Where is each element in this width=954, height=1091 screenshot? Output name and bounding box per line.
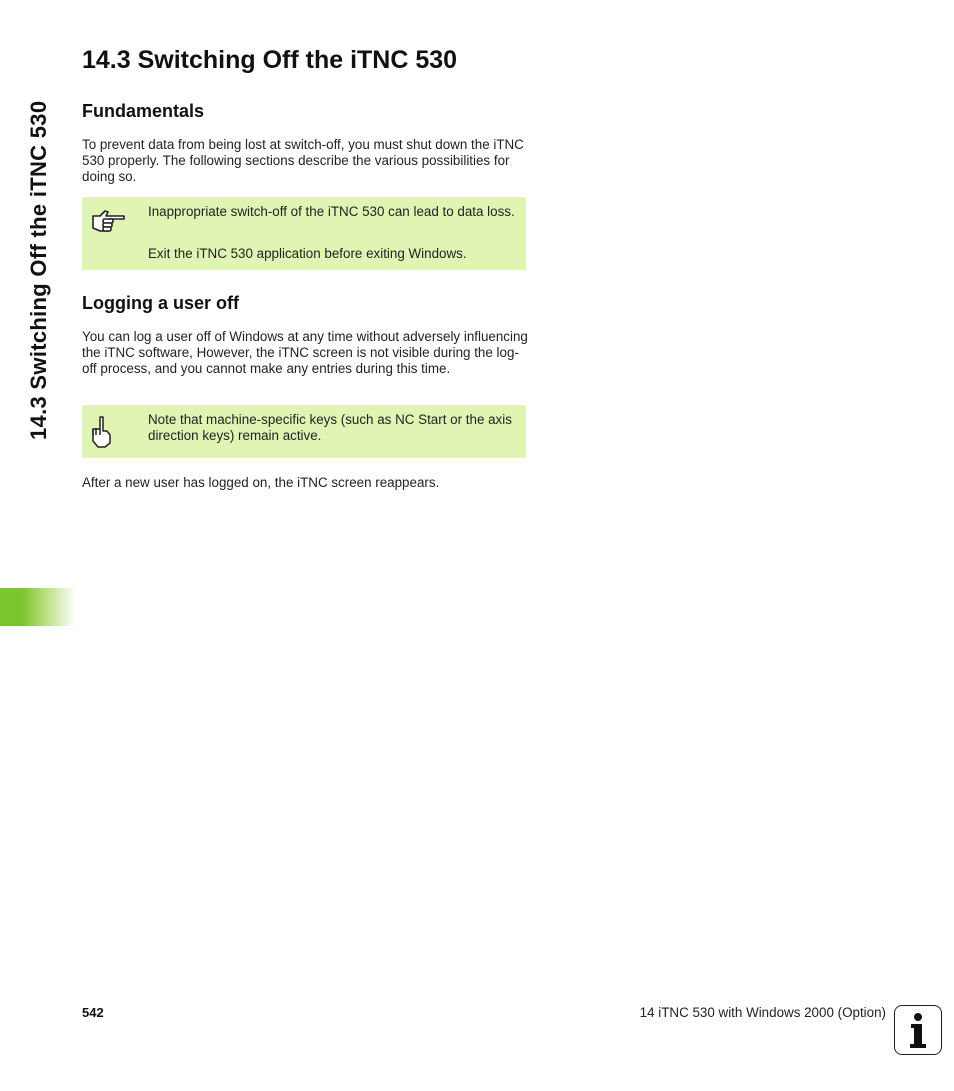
warning-note-line1: Inappropriate switch-off of the iTNC 530 can lead to data loss. [148, 204, 515, 219]
info-icon [894, 1005, 942, 1055]
fundamentals-body: To prevent data from being lost at switch-off, you must shut down the iTNC 530 properly. The following sections describe the various possibilities for doing so. [82, 137, 524, 184]
machine-note-text: Note that machine-specific keys (such as NC Start or the axis direction keys) remain active. [148, 412, 512, 443]
machine-hand-icon [90, 415, 116, 449]
warning-note [82, 197, 526, 270]
fundamentals-heading: Fundamentals [82, 101, 205, 121]
pointing-hand-icon [90, 207, 126, 237]
section-title: 14.3 Switching Off the iTNC 530 [82, 46, 458, 74]
chapter-tab-marker [0, 588, 76, 626]
machine-note [82, 405, 526, 458]
page-number: 542 [82, 1005, 104, 1020]
after-logon-text: After a new user has logged on, the iTNC screen reappears. [82, 475, 440, 490]
warning-note-line2: Exit the iTNC 530 application before exiting Windows. [148, 246, 467, 261]
chapter-footer: 14 iTNC 530 with Windows 2000 (Option) [639, 1005, 886, 1020]
logging-off-heading: Logging a user off [82, 293, 239, 313]
logging-off-body: You can log a user off of Windows at any time without adversely influencing the iTNC software, However, the iTNC screen is not visible during the log-off process, and you cannot make any entries during this time. [82, 329, 528, 376]
info-i-glyph-icon [895, 1006, 940, 1053]
running-title: 14.3 Switching Off the iTNC 530 [26, 100, 51, 440]
